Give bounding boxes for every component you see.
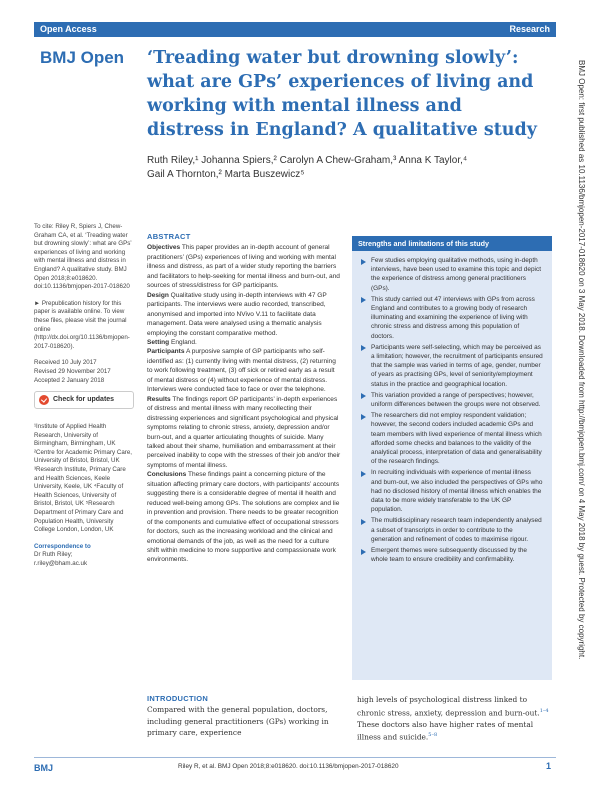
results-label: Results xyxy=(147,395,171,403)
revised-date: Revised 29 November 2017 xyxy=(34,367,111,375)
abstract-objectives xyxy=(147,243,341,290)
title-line: ‘Treading water but drowning slowly’: xyxy=(147,48,519,68)
received-date: Received 10 July 2017 xyxy=(34,359,97,367)
title-line: what are GPs’ experiences of living and xyxy=(147,72,534,92)
list-item: The multidisciplinary research team independently analysed a subset of transcripts in order to contribute to the generation and refinement of codes to maximise rigour. xyxy=(361,516,543,544)
list-item: This variation provided a range of perspectives; however, uniform differences between the groups were not observed. xyxy=(361,391,543,409)
introduction-text-left: Compared with the general population, doctors, including general practitioners (GPs) working in primary care, experience xyxy=(147,705,329,738)
abstract-conclusions xyxy=(147,470,341,565)
conclusions-text: These findings paint a concerning picture of the situation affecting primary care doctors, with participants’ accounts suggesting there is a considerable degree of mental ill health and reduced well-being among GPs. The solutions are complex and lie in prevention and provision. There needs to be greater recognition of the components and cumulative effect of occupational stressors for doctors, such as the increasing workload and the clinical and emotional demands of the job, as well as the need for a culture shift within medicine to more supportive and compassionate work environments. xyxy=(147,471,340,564)
introduction-text-right xyxy=(357,694,553,743)
title-line: distress in England? A qualitative study xyxy=(147,120,537,140)
abstract-setting xyxy=(147,338,341,347)
correspondence-name: Dr Ruth Riley; xyxy=(34,551,73,559)
setting-text: England. xyxy=(171,338,197,346)
introduction-heading: INTRODUCTION xyxy=(147,694,209,703)
page-number: 1 xyxy=(546,761,552,771)
participants-label: Participants xyxy=(147,348,185,356)
abstract-results xyxy=(147,395,341,471)
strengths-list xyxy=(352,251,552,565)
strengths-heading: Strengths and limitations of this study xyxy=(352,236,552,251)
citation-note: To cite: Riley R, Spiers J, Chew-Graham CA, et al. ‘Treading water but drowning slowly’: what are GPs’ experiences of living and working with mental illness and distress in England? A qualitative study. BMJ Open 2018;8:e018620. doi:10.1136/bmjopen-2017-018620 xyxy=(34,223,132,291)
objectives-text: This paper provides an in-depth account of general practitioners’ (GPs) experiences of living and working with mental illness and distress, as part of a wider study reporting the barriers and facilitators to help-seeking for mental illness and burn-out, and sources of stress/distress for GP participants. xyxy=(147,244,340,290)
journal-logo: BMJ Open xyxy=(40,48,125,67)
list-item: Few studies employing qualitative methods, using in-depth interviews, have been used to examine this topic and depict the experience of distress among general practitioners (GPs). xyxy=(361,256,543,293)
check-updates-icon xyxy=(39,395,49,405)
list-item: This study carried out 47 interviews with GPs from across England and contributes to a growing body of research illuminating and examining the experience of living with chronic stress and distress among this population of doctors. xyxy=(361,295,543,341)
reference-link[interactable]: 1–4 xyxy=(539,707,549,714)
footer-divider xyxy=(34,757,556,758)
abstract-heading: ABSTRACT xyxy=(147,232,191,241)
participants-text: A purposive sample of GP participants who self-identified as: (1) currently living with mental distress, (2) returning to work following treatment, (3) off sick or retired early as a result of mental distress or (4) without experience of mental distress. Interviews were conducted face to face or over the telephone. xyxy=(147,348,336,394)
intro-text: These doctors also have higher rates of mental illness and suicide. xyxy=(357,719,534,742)
check-for-updates-button[interactable] xyxy=(34,391,134,409)
check-updates-label: Check for updates xyxy=(53,395,115,403)
setting-label: Setting xyxy=(147,338,170,346)
abstract-participants xyxy=(147,347,341,394)
objectives-label: Objectives xyxy=(147,244,181,252)
author-list xyxy=(147,154,537,182)
design-label: Design xyxy=(147,291,169,299)
correspondence-label: Correspondence to xyxy=(34,542,91,550)
intro-text: high levels of psychological distress linked to chronic stress, anxiety, depression and burn-out. xyxy=(357,695,540,718)
margin-download-note: BMJ Open: first published as 10.1136/bmjopen-2017-018620 on 3 May 2018. Downloaded from http://bmjopen.bmj.com/ on 4 May 2018 by guest. Protected by copyright. xyxy=(577,60,586,660)
abstract-design xyxy=(147,291,341,338)
article-title xyxy=(147,46,567,142)
conclusions-label: Conclusions xyxy=(147,471,187,479)
bmj-footer-logo: BMJ xyxy=(34,763,54,773)
correspondence-email[interactable]: r.riley@bham.ac.uk xyxy=(34,560,88,567)
affiliations: ¹Institute of Applied Health Research, University of Birmingham, Birmingham, UK ²Centre for Academic Primary Care, University of Bristol, Bristol, UK ³Research Institute, Primary Care and Health Sciences, Keele University, Keele, UK ⁴Faculty of Health Sciences, University of Bristol, Bristol, UK ⁵Research Department of Primary Care and Population Health, University College London, London, UK xyxy=(34,423,132,534)
article-sidebar xyxy=(34,223,134,569)
author-line: Ruth Riley,¹ Johanna Spiers,² Carolyn A Chew-Graham,³ Anna K Taylor,⁴ xyxy=(147,155,468,166)
top-banner xyxy=(34,22,556,37)
title-line: working with mental illness and xyxy=(147,96,462,116)
list-item: Emergent themes were subsequently discussed by the whole team to ensure credibility and confirmability. xyxy=(361,546,543,564)
open-access-label: Open Access xyxy=(40,24,97,34)
footer-citation: Riley R, et al. BMJ Open 2018;8:e018620. doi:10.1136/bmjopen-2017-018620 xyxy=(178,763,399,770)
design-text: Qualitative study using in-depth interviews with 47 GP participants. The interviews were audio recorded, transcribed, anonymised and imported into NVivo V.11 to facilitate data management. Data were analysed using a thematic analysis employing the constant comparative method. xyxy=(147,291,327,337)
results-text: The findings report GP participants’ in-depth experiences of distress and mental illness with many recollecting their distressing experiences and significant psychological and physical symptoms relating to chronic stress, anxiety, depression and/or burn-out, and a quarter articulating thoughts of suicide. Many talked about their shame, humiliation and embarrassment at their perceived inability to cope with the stresses of their job and/or their symptoms of mental illness. xyxy=(147,395,341,469)
section-label: Research xyxy=(509,24,550,34)
reference-link[interactable]: 5–8 xyxy=(428,732,438,739)
list-item: Participants were self-selecting, which may be perceived as a limitation; however, the recruitment of participants ensured that the sample was varied in terms of age, gender, number of years as practising GPs, level of seniority/employment status in the practice and geographical location. xyxy=(361,343,543,389)
list-item: The researchers did not employ respondent validation; however, the second coders included academic GPs and team members with lived experience of mental illness which afforded some checks and balances to the validity of the analytical process, interpretation of data and generalisability of the research findings. xyxy=(361,411,543,466)
prepublication-note[interactable]: ► Prepublication history for this paper is available online. To view these files, please visit the journal online (http://dx.doi.org/10.1136/bmjopen-2017-018620). xyxy=(34,299,130,350)
accepted-date: Accepted 2 January 2018 xyxy=(34,376,105,384)
list-item: In recruiting individuals with experience of mental illness and burn-out, we also included the perspectives of GPs who had no disclosed history of mental illness which enables the data to be more widely transferable to the UK GP population. xyxy=(361,468,543,514)
abstract xyxy=(147,232,341,565)
author-line: Gail A Thornton,² Marta Buszewicz⁵ xyxy=(147,169,305,180)
strengths-limitations-box xyxy=(352,236,552,680)
